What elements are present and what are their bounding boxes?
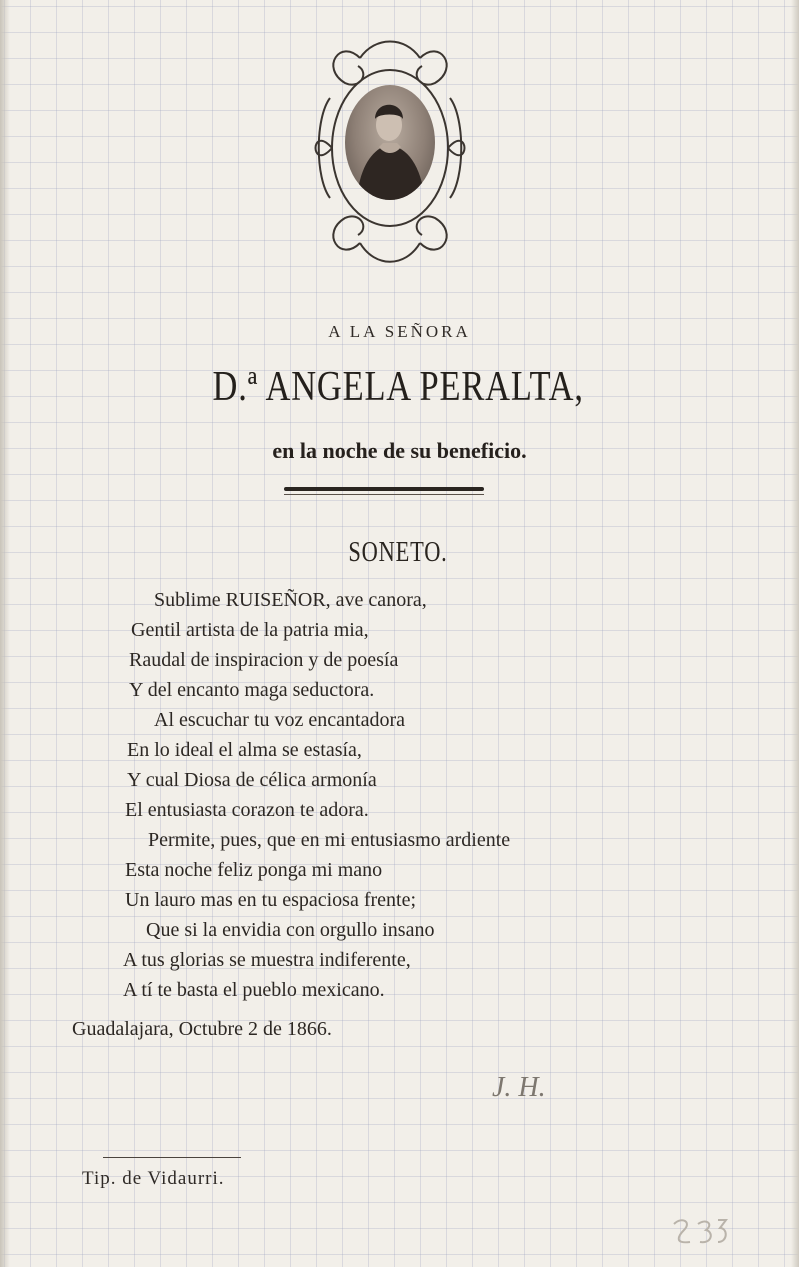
portrait-figure-icon (345, 85, 435, 200)
printer-credit: Tip. de Vidaurri. (82, 1168, 225, 1189)
page-edge-right (791, 0, 799, 1267)
poem-line: En lo ideal el alma se estasía, (127, 739, 362, 761)
poem-line: Y cual Diosa de célica armonía (127, 769, 377, 791)
poem-line: A tus glorias se muestra indiferente, (123, 949, 411, 971)
dedication-line: A LA SEÑORA (328, 322, 471, 341)
poem-line: Al escuchar tu voz encantadora (154, 709, 405, 731)
portrait-photo (345, 85, 435, 200)
handwritten-folio-mark-icon (668, 1214, 732, 1250)
poem-line: Esta noche feliz ponga mi mano (125, 859, 383, 881)
poem-line: A tí te basta el pueblo mexicano. (123, 979, 385, 1001)
poem-title: SONETO. (348, 537, 448, 568)
place-date: Guadalajara, Octubre 2 de 1866. (72, 1018, 332, 1040)
poem-line: Y del encanto maga seductora. (129, 679, 375, 701)
honoree-name: D.ª ANGELA PERALTA, (212, 364, 584, 410)
poem-line: El entusiasta corazon te adora. (125, 799, 369, 821)
occasion-subtitle: en la noche de su beneficio. (272, 438, 527, 463)
poem-line: Permite, pues, que en mi entusiasmo ardiente (148, 829, 511, 851)
decorative-rule (284, 487, 484, 491)
poem-line: Gentil artista de la patria mia, (131, 619, 369, 641)
poem-line: Sublime RUISEÑOR, ave canora, (154, 589, 427, 611)
poem-line: Raudal de inspiracion y de poesía (129, 649, 399, 671)
author-initials: J. H. (492, 1072, 546, 1103)
poem-line: Un lauro mas en tu espaciosa frente; (125, 889, 417, 911)
printer-rule (103, 1157, 241, 1158)
page-edge-left (0, 0, 10, 1267)
decorative-rule-thin (284, 494, 484, 495)
poem-line: Que si la envidia con orgullo insano (146, 919, 435, 941)
